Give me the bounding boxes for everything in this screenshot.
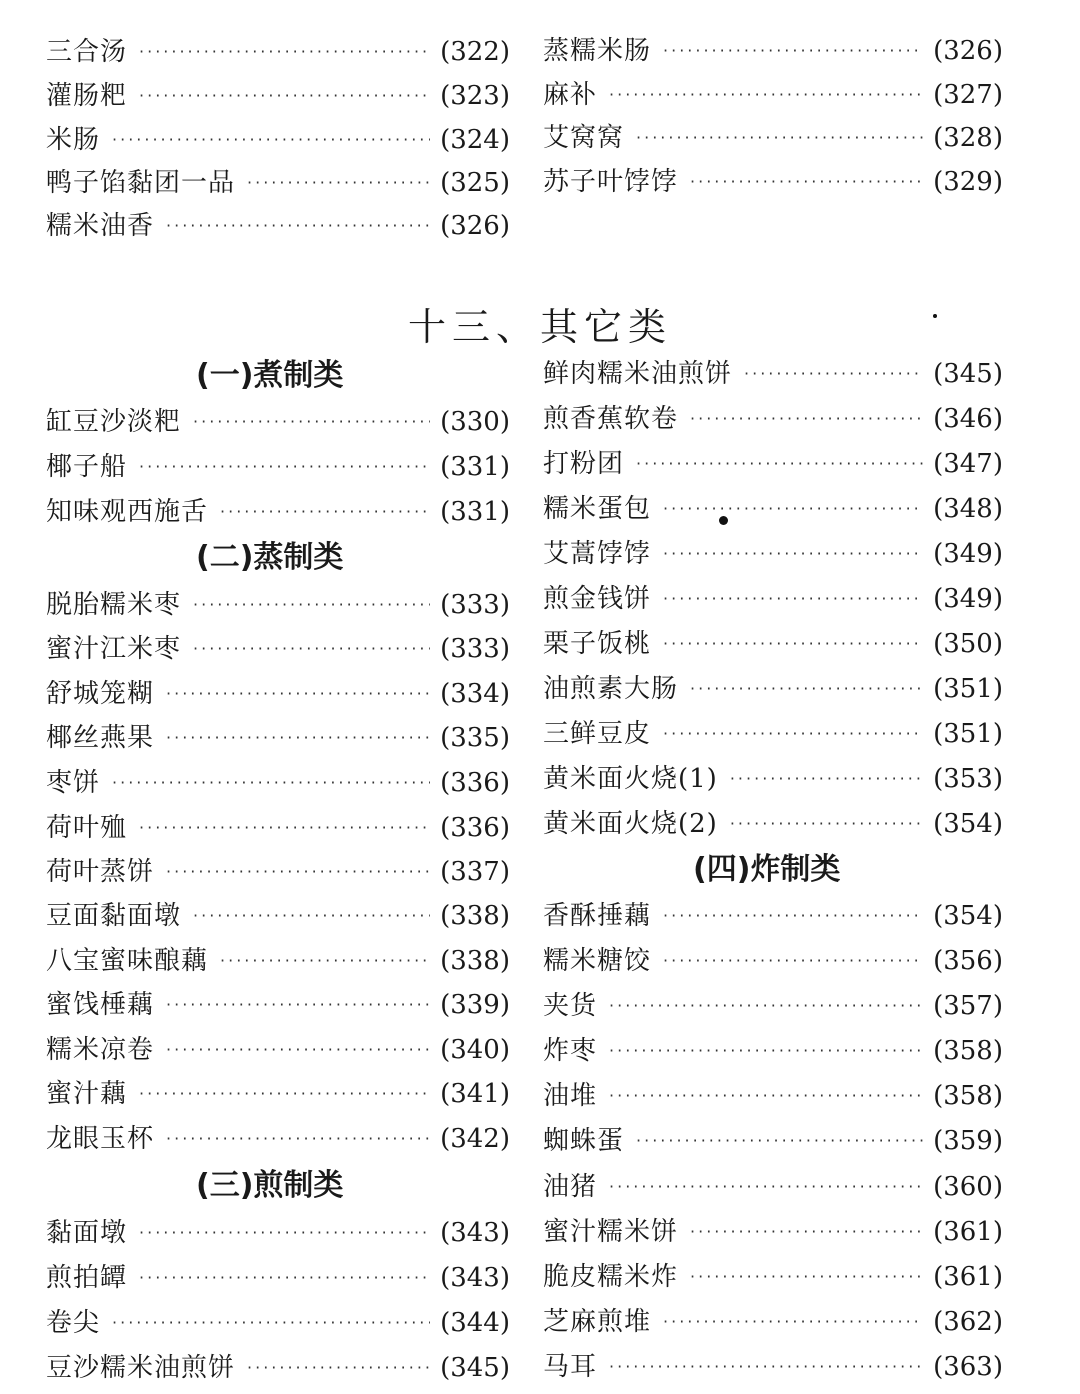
leader-dots [609,73,923,117]
entry-page: (334) [440,679,510,709]
subsection-heading-boiled: (一)煮制类 [196,358,344,393]
toc-entry[interactable] [46,716,510,760]
entry-name: 灌肠粑 [46,81,128,111]
entry-name: 三鲜豆皮 [543,719,652,749]
entry-name: 马耳 [543,1352,598,1382]
entry-name: 荷叶殈 [46,813,128,843]
entry-page: (361) [933,1262,1003,1292]
leader-dots [166,672,430,716]
toc-entry[interactable] [46,1346,510,1390]
toc-entry[interactable] [46,1117,510,1161]
toc-entry[interactable] [543,1300,1003,1344]
entry-name: 脱胎糯米枣 [46,590,182,620]
entry-name: 艾窝窝 [543,123,625,153]
leader-dots [636,442,923,486]
toc-entry[interactable] [543,1165,1003,1209]
leader-dots [112,1301,430,1345]
print-speck [933,314,937,318]
leader-dots [730,757,923,801]
entry-page: (326) [933,36,1003,66]
entry-name: 荷叶蒸饼 [46,857,155,887]
entry-page: (325) [440,168,510,198]
entry-page: (345) [933,359,1003,389]
leader-dots [663,29,923,73]
toc-entry[interactable] [46,400,510,444]
entry-page: (326) [440,211,510,241]
leader-dots [690,667,923,711]
leader-dots [193,894,430,938]
toc-entry[interactable] [543,397,1003,441]
toc-entry[interactable] [543,1255,1003,1299]
entry-page: (349) [933,584,1003,614]
entry-name: 知味观西施舌 [46,497,209,527]
leader-dots [247,161,430,205]
leader-dots [166,850,430,894]
toc-entry[interactable] [543,802,1003,846]
toc-entry[interactable] [46,490,510,534]
toc-entry[interactable] [543,757,1003,801]
toc-entry[interactable] [543,577,1003,621]
toc-entry[interactable] [46,1301,510,1345]
entry-name: 米肠 [46,125,101,155]
entry-page: (323) [440,81,510,111]
leader-dots [663,1300,923,1344]
entry-page: (362) [933,1307,1003,1337]
toc-entry[interactable] [46,30,510,74]
leader-dots [139,445,430,489]
leader-dots [166,1028,430,1072]
toc-entry[interactable] [46,806,510,850]
entry-name: 糯米糖饺 [543,946,652,976]
toc-entry[interactable] [46,118,510,162]
toc-entry[interactable] [46,939,510,983]
leader-dots [609,1029,923,1073]
entry-page: (337) [440,857,510,887]
entry-name: 蒸糯米肠 [543,36,652,66]
entry-page: (350) [933,629,1003,659]
leader-dots [663,532,923,576]
leader-dots [690,1210,923,1254]
subsection-heading-fried-pan: (三)煎制类 [196,1168,344,1203]
toc-entry[interactable] [543,160,1003,204]
toc-entry[interactable] [543,116,1003,160]
entry-name: 油猪 [543,1172,598,1202]
leader-dots [139,1072,430,1116]
toc-entry[interactable] [543,622,1003,666]
toc-entry[interactable] [46,161,510,205]
entry-page: (353) [933,764,1003,794]
entry-page: (336) [440,813,510,843]
entry-page: (345) [440,1353,510,1383]
entry-page: (360) [933,1172,1003,1202]
entry-page: (348) [933,494,1003,524]
entry-name: 蜜汁藕 [46,1079,128,1109]
toc-entry[interactable] [46,627,510,671]
entry-page: (358) [933,1036,1003,1066]
entry-page: (343) [440,1263,510,1293]
toc-entry[interactable] [543,29,1003,73]
entry-name: 糯米蛋包 [543,494,652,524]
toc-entry[interactable] [46,1072,510,1116]
entry-name: 糯米凉卷 [46,1035,155,1065]
entry-name: 蜜饯棰藕 [46,990,155,1020]
entry-page: (359) [933,1126,1003,1156]
entry-page: (331) [440,452,510,482]
toc-entry[interactable] [543,73,1003,117]
leader-dots [663,622,923,666]
leader-dots [730,802,923,846]
leader-dots [166,204,430,248]
entry-name: 油堆 [543,1081,598,1111]
entry-name: 蜜汁糯米饼 [543,1217,679,1247]
toc-entry[interactable] [543,532,1003,576]
toc-entry[interactable] [46,204,510,248]
leader-dots [112,118,430,162]
entry-name: 三合汤 [46,37,128,67]
entry-page: (343) [440,1218,510,1248]
entry-name: 黏面墩 [46,1218,128,1248]
leader-dots [663,939,923,983]
entry-page: (344) [440,1308,510,1338]
toc-entry[interactable] [46,445,510,489]
toc-entry[interactable] [543,894,1003,938]
entry-name: 苏子叶饽饽 [543,167,679,197]
leader-dots [636,116,923,160]
leader-dots [663,712,923,756]
leader-dots [609,1165,923,1209]
toc-entry[interactable] [46,583,510,627]
leader-dots [690,397,923,441]
entry-name: 艾蒿饽饽 [543,539,652,569]
toc-entry[interactable] [46,74,510,118]
entry-page: (336) [440,768,510,798]
entry-page: (338) [440,946,510,976]
entry-page: (361) [933,1217,1003,1247]
entry-page: (351) [933,674,1003,704]
toc-entry[interactable] [543,984,1003,1028]
leader-dots [636,1119,923,1163]
toc-entry[interactable] [543,712,1003,756]
toc-entry[interactable] [46,894,510,938]
entry-name: 栗子饭桃 [543,629,652,659]
entry-name: 香酥捶藕 [543,901,652,931]
entry-name: 煎金钱饼 [543,584,652,614]
toc-entry[interactable] [543,1029,1003,1073]
entry-page: (338) [440,901,510,931]
entry-page: (335) [440,723,510,753]
entry-name: 打粉团 [543,449,625,479]
leader-dots [220,939,430,983]
entry-page: (354) [933,809,1003,839]
leader-dots [139,30,430,74]
leader-dots [220,490,430,534]
subsection-heading-deep-fried: (四)炸制类 [693,852,841,887]
entry-name: 脆皮糯米炸 [543,1262,679,1292]
entry-name: 八宝蜜味酿藕 [46,946,209,976]
entry-page: (322) [440,37,510,67]
entry-page: (354) [933,901,1003,931]
toc-entry[interactable] [46,1256,510,1300]
leader-dots [609,1074,923,1118]
entry-page: (327) [933,80,1003,110]
leader-dots [139,74,430,118]
leader-dots [193,583,430,627]
entry-name: 枣饼 [46,768,101,798]
leader-dots [139,1211,430,1255]
leader-dots [166,716,430,760]
toc-entry[interactable] [543,1210,1003,1254]
toc-entry[interactable] [46,983,510,1027]
toc-entry[interactable] [46,761,510,805]
leader-dots [609,984,923,1028]
entry-name: 龙眼玉杯 [46,1124,155,1154]
entry-page: (351) [933,719,1003,749]
entry-name: 芝麻煎堆 [543,1307,652,1337]
entry-name: 豆面黏面墩 [46,901,182,931]
entry-page: (356) [933,946,1003,976]
toc-entry[interactable] [543,667,1003,711]
toc-entry[interactable] [543,939,1003,983]
toc-entry[interactable] [46,1211,510,1255]
entry-name: 鲜肉糯米油煎饼 [543,359,733,389]
entry-page: (324) [440,125,510,155]
entry-name: 鸭子馅黏团一品 [46,168,236,198]
entry-page: (329) [933,167,1003,197]
leader-dots [193,400,430,444]
entry-name: 糯米油香 [46,211,155,241]
entry-name: 炸枣 [543,1036,598,1066]
entry-name: 油煎素大肠 [543,674,679,704]
leader-dots [663,894,923,938]
entry-page: (357) [933,991,1003,1021]
leader-dots [139,1256,430,1300]
entry-page: (342) [440,1124,510,1154]
leader-dots [663,577,923,621]
entry-page: (341) [440,1079,510,1109]
entry-name: 蜘蛛蛋 [543,1126,625,1156]
entry-page: (328) [933,123,1003,153]
entry-name: 豆沙糯米油煎饼 [46,1353,236,1383]
toc-entry[interactable] [543,1119,1003,1163]
leader-dots [690,160,923,204]
entry-page: (339) [440,990,510,1020]
entry-page: (330) [440,407,510,437]
toc-entry[interactable] [543,1345,1003,1389]
entry-name: 麻补 [543,80,598,110]
entry-page: (363) [933,1352,1003,1382]
toc-entry[interactable] [46,672,510,716]
leader-dots [609,1345,923,1389]
toc-entry[interactable] [543,352,1003,396]
entry-page: (333) [440,634,510,664]
entry-name: 煎香蕉软卷 [543,404,679,434]
entry-name: 煎拍罈 [46,1263,128,1293]
entry-name: 椰子船 [46,452,128,482]
entry-name: 黄米面火烧(2) [543,809,718,839]
toc-entry[interactable] [543,442,1003,486]
entry-name: 缸豆沙淡粑 [46,407,182,437]
entry-page: (331) [440,497,510,527]
entry-page: (347) [933,449,1003,479]
leader-dots [744,352,923,396]
toc-entry[interactable] [46,850,510,894]
entry-page: (358) [933,1081,1003,1111]
leader-dots [166,983,430,1027]
entry-name: 蜜汁江米枣 [46,634,182,664]
leader-dots [193,627,430,671]
toc-entry[interactable] [543,1074,1003,1118]
entry-name: 椰丝燕果 [46,723,155,753]
leader-dots [690,1255,923,1299]
entry-page: (333) [440,590,510,620]
entry-page: (349) [933,539,1003,569]
entry-page: (340) [440,1035,510,1065]
leader-dots [663,487,923,531]
print-speck [719,516,728,525]
leader-dots [139,806,430,850]
toc-entry[interactable] [46,1028,510,1072]
leader-dots [247,1346,430,1390]
entry-name: 黄米面火烧(1) [543,764,718,794]
entry-page: (346) [933,404,1003,434]
subsection-heading-steamed: (二)蒸制类 [196,540,344,575]
section-title: 十三、其它类 [407,305,672,349]
leader-dots [112,761,430,805]
toc-entry[interactable] [543,487,1003,531]
entry-name: 夹货 [543,991,598,1021]
leader-dots [166,1117,430,1161]
entry-name: 舒城笼糊 [46,679,155,709]
entry-name: 卷尖 [46,1308,101,1338]
